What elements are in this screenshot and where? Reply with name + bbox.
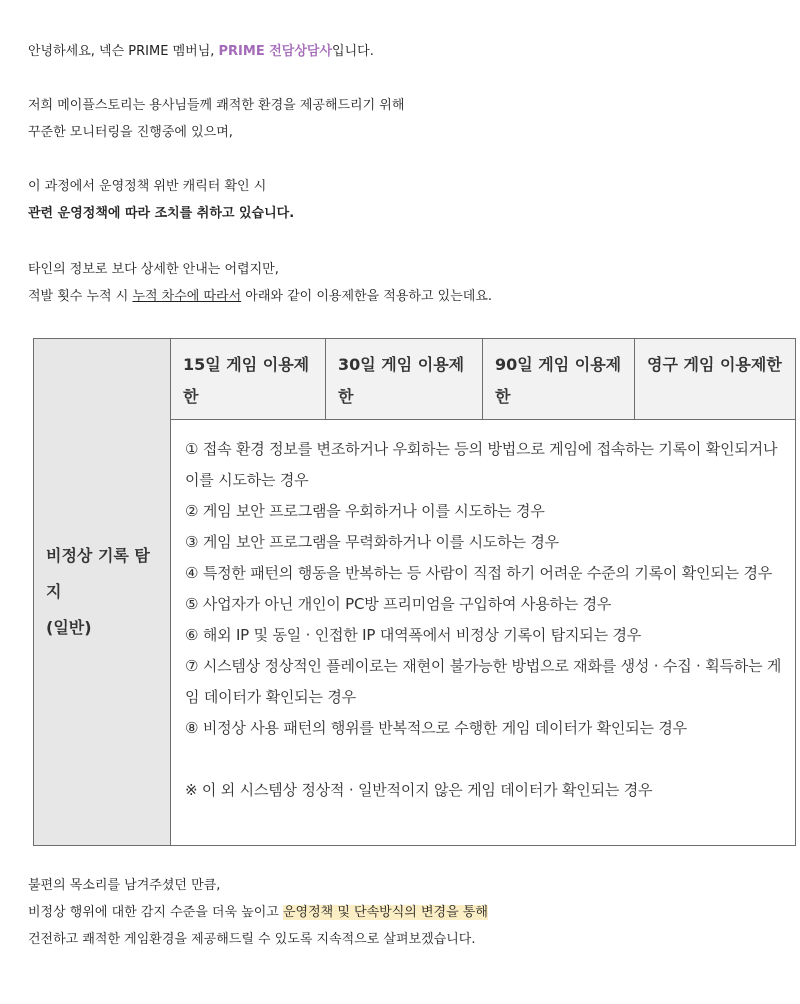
- list-item: ⑤ 사업자가 아닌 개인이 PC방 프리미엄을 구입하여 사용하는 경우: [185, 595, 612, 613]
- row-header-line-3: (일반): [46, 618, 92, 637]
- paragraph-2-line-2: 관련 운영정책에 따라 조치를 취하고 있습니다.: [28, 206, 295, 221]
- list-item: ④ 특정한 패턴의 행동을 반복하는 등 사람이 직접 하기 어려운 수준의 기록이 확인되는 경우: [185, 564, 773, 582]
- restriction-table: [33, 338, 796, 846]
- outro-line-1: 불편의 목소리를 남겨주셨던 만큼,: [28, 878, 221, 893]
- paragraph-1-line-1: 저희 메이플스토리는 용사님들께 쾌적한 환경을 제공해드리기 위해: [28, 98, 405, 113]
- list-item: ③ 게임 보안 프로그램을 무력화하거나 이를 시도하는 경우: [185, 533, 559, 551]
- paragraph-3-suffix: 아래와 같이 이용제한을 적용하고 있는데요.: [241, 289, 493, 304]
- list-item: ⑥ 해외 IP 및 동일 · 인접한 IP 대역폭에서 비정상 기록이 탐지되는 경우: [185, 626, 642, 644]
- table-footnote: ※ 이 외 시스템상 정상적 · 일반적이지 않은 게임 데이터가 확인되는 경우: [185, 781, 653, 799]
- list-item: ⑦ 시스템상 정상적인 플레이로는 재현이 불가능한 방법으로 재화를 생성 · 수집 · 획득하는 게임 데이터가 확인되는 경우: [185, 657, 782, 706]
- greeting-line: [28, 43, 374, 61]
- column-header-permanent: 영구 게임 이용제한: [635, 339, 796, 420]
- cumulative-count-underline: 누적 차수에 따라서: [132, 289, 242, 304]
- paragraph-3-text: 적발 횟수 누적 시: [28, 289, 133, 304]
- outro-line-2: [28, 904, 488, 922]
- paragraph-3-line-2: [28, 288, 492, 306]
- paragraph-3-line-1: 타인의 정보로 보다 상세한 안내는 어렵지만,: [28, 262, 279, 277]
- row-header-line-2: 지: [46, 582, 62, 601]
- outro-text: 비정상 행위에 대한 감지 수준을 더욱 높이고: [28, 905, 283, 920]
- column-header-30-days: 30일 게임 이용제한: [326, 339, 483, 420]
- list-item: ① 접속 환경 정보를 변조하거나 우회하는 등의 방법으로 게임에 접속하는 기록이 확인되거나 이를 시도하는 경우: [185, 440, 778, 489]
- list-item: ② 게임 보안 프로그램을 우회하거나 이를 시도하는 경우: [185, 502, 545, 520]
- greeting-text: 안녕하세요, 넥슨 PRIME 멤버님,: [28, 44, 219, 59]
- row-header-abnormal-detection: [34, 339, 171, 846]
- outro-line-3: 건전하고 쾌적한 게임환경을 제공해드릴 수 있도록 지속적으로 살펴보겠습니다.: [28, 932, 476, 947]
- column-header-15-days: 15일 게임 이용제한: [171, 339, 326, 420]
- counselor-title: PRIME 전담상담사: [218, 44, 333, 59]
- row-header-line-1: 비정상 기록 탐: [46, 546, 150, 565]
- policy-change-highlight: 운영정책 및 단속방식의 변경을 통해: [282, 905, 488, 920]
- list-item: ⑧ 비정상 사용 패턴의 행위를 반복적으로 수행한 게임 데이터가 확인되는 경우: [185, 719, 687, 737]
- table-header-row: [34, 339, 796, 420]
- paragraph-1-line-2: 꾸준한 모니터링을 진행중에 있으며,: [28, 125, 233, 140]
- greeting-suffix: 입니다.: [332, 44, 374, 59]
- column-header-90-days: 90일 게임 이용제한: [483, 339, 635, 420]
- paragraph-2-line-1: 이 과정에서 운영정책 위반 캐릭터 확인 시: [28, 179, 267, 194]
- violation-list-cell: [171, 420, 796, 846]
